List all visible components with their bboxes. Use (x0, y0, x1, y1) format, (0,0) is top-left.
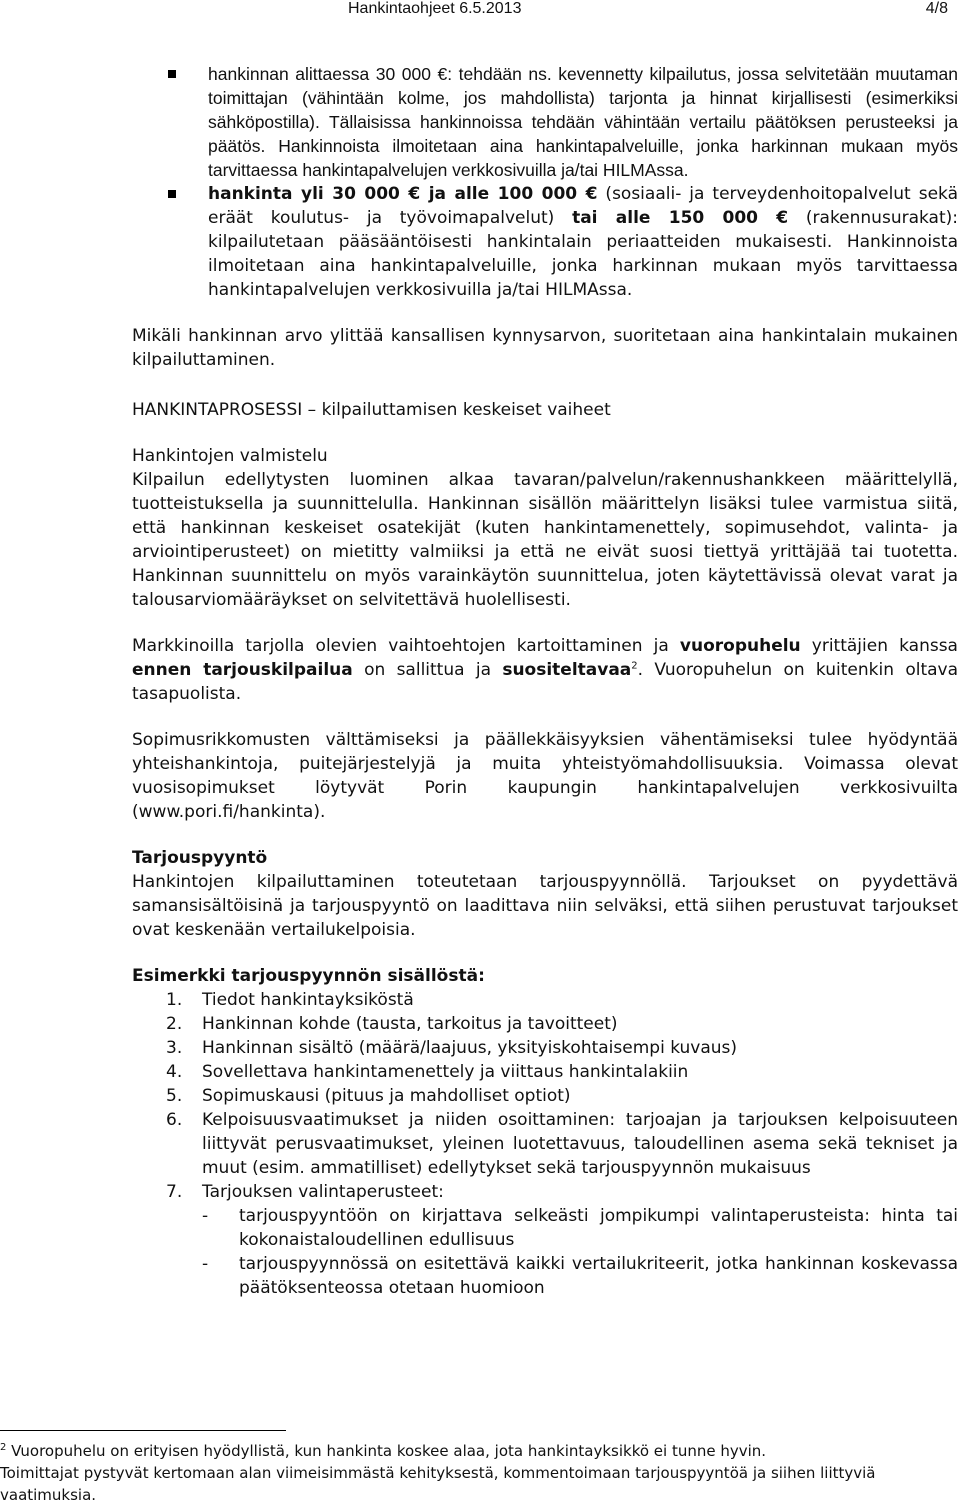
bullet-text: (rakennusurakat): kilpailutetaan pääsääntöisesti hankintalain periaatteiden mukaisesti. Hankinnoista ilmoitetaan aina hankintapalveluille, jonka harkinnan mukaan myös tarvittaessa hankintapalvelujen verkkosivuilla ja/tai HILMAssa. (208, 208, 958, 300)
criteria-sublist (202, 1204, 958, 1300)
sublist-item (202, 1252, 958, 1300)
text-run: on sallittua ja (352, 660, 503, 680)
bullet-bold-text: hankinta yli 30 000 € ja alle 100 000 € (208, 184, 598, 204)
text-run: yrittäjien kanssa (800, 636, 958, 656)
list-text: Tiedot hankintayksiköstä (202, 990, 414, 1010)
footnote-line (0, 1440, 958, 1462)
paragraph-contracts: Sopimusrikkomusten välttämiseksi ja päällekkäisyyksien vähentämiseksi tulee hyödyntää yhteishankintoja, puitejärjestelyjä ja muita yhteistyömahdollisuuksia. Voimassa olevat vuosisopimukset löytyvät Porin kaupungin hankintapalvelujen verkkosivuilta (www.pori.fi/hankinta). (132, 730, 958, 822)
list-text: Hankinnan sisältö (määrä/laajuus, yksityiskohtaisempi kuvaus) (202, 1038, 738, 1058)
bullet-bold-text: tai alle 150 000 € (572, 208, 789, 228)
sublist-text: tarjouspyyntöön on kirjattava selkeästi jompikumpi valintaperusteista: hinta tai kokonaistaloudellinen edullisuus (239, 1206, 958, 1250)
page-header (348, 0, 948, 26)
footnote-text: Vuoropuhelu on erityisen hyödyllistä, kun hankinta koskee alaa, jota hankintayksikkö ei tunne hyvin. (6, 1442, 767, 1460)
list-number: 3. (166, 1038, 183, 1058)
list-text: Sopimuskausi (pituus ja mahdolliset optiot) (202, 1086, 571, 1106)
paragraph-prep: Kilpailun edellytysten luominen alkaa tavaran/palvelun/rakennushankkeen määrittelyllä, tuotteistuksella ja suunnittelulla. Hankinnan sisällön määrittelyn lisäksi tulee varmistua siitä, että hankinnan keskeiset osatekijät (kuten hankintamenettely, sopimusehdot, valinta- ja arviointiperusteet) on mietitty valmiiksi ja että ne eivät suosi tiettyä yrittäjää tai tuotetta. Hankinnan suunnittelu on myös varainkäytön suunnittelua, joten käytettävissä olevat varat ja talousarviomääräykset on selvitettävä huolellisesti. (132, 470, 958, 610)
header-title: Hankintaohjeet 6.5.2013 (348, 0, 522, 17)
list-number: 2. (166, 1014, 183, 1034)
dash-marker: - (202, 1254, 209, 1274)
footnote-ref: 2 (631, 660, 638, 672)
list-number: 1. (166, 990, 183, 1010)
text-run: Markkinoilla tarjolla olevien vaihtoehtojen kartoittaminen ja (132, 636, 680, 656)
footnote-number: 2 (0, 1442, 7, 1453)
list-number: 7. (166, 1182, 183, 1202)
paragraph-market (132, 634, 958, 706)
footnote-divider (0, 1430, 286, 1431)
bold-run: ennen tarjouskilpailua (132, 660, 353, 680)
list-item (132, 1060, 958, 1084)
bold-run: suositeltavaa (502, 660, 632, 680)
list-item (132, 1108, 958, 1180)
list-text: Sovellettava hankintamenettely ja viittaus hankintalakiin (202, 1062, 689, 1082)
list-item (132, 1084, 958, 1108)
section-title (132, 398, 958, 422)
bullet-text: hankinnan alittaessa 30 000 €: tehdään ns. kevennetty kilpailutus, jossa selvitetään muutaman toimittajan (vähintään kolme, jos mahdollista) tarjonta ja hinnat kirjallisesti (esimerkiksi sähköpostilla). Tällaisissa hankinnoissa tehdään vähintään vertailu päätöksen perusteeksi ja päätös. Hankinnoista ilmoitetaan aina hankintapalveluille, jonka harkinnan mukaan myös tarvittaessa hankintapalvelujen verkkosivuilla ja/tai HILMAssa. (208, 64, 958, 180)
list-item (132, 62, 958, 182)
list-number: 4. (166, 1062, 183, 1082)
page-number: 4/8 (925, 0, 948, 17)
subheading-text: Hankintojen valmistelu (132, 446, 328, 466)
example-list (132, 988, 958, 1300)
dash-marker: - (202, 1206, 209, 1226)
subheading-text: Esimerkki tarjouspyynnön sisällöstä: (132, 966, 485, 986)
list-item (132, 988, 958, 1012)
list-item (132, 1036, 958, 1060)
bold-run: vuoropuhelu (679, 636, 801, 656)
bullet-text: (sosiaali- ja terveydenhoitopalvelut sekä eräät koulutus- ja työvoimapalvelut) (208, 184, 958, 228)
footnote (0, 1440, 958, 1506)
list-text: Tarjouksen valintaperusteet: (202, 1182, 444, 1202)
square-bullet-icon (168, 190, 176, 198)
list-number: 5. (166, 1086, 183, 1106)
square-bullet-icon (168, 70, 176, 78)
subheading-prep (132, 444, 958, 468)
list-number: 6. (166, 1110, 183, 1130)
subheading-rfq (132, 846, 958, 870)
list-item (132, 1180, 958, 1300)
document-body (132, 62, 958, 1300)
sublist-text: tarjouspyynnössä on esitettävä kaikki vertailukriteerit, jotka hankinnan koskevassa päätöksenteossa otetaan huomioon (239, 1254, 958, 1298)
threshold-list (132, 62, 958, 302)
text-run: . Vuoropuhelun on kuitenkin oltava tasapuolista. (132, 660, 959, 704)
section-title-text: HANKINTAPROSESSI – kilpailuttamisen keskeiset vaiheet (132, 400, 611, 420)
paragraph-threshold: Mikäli hankinnan arvo ylittää kansallisen kynnysarvon, suoritetaan aina hankintalain mukainen kilpailuttaminen. (132, 326, 958, 370)
list-item (132, 1012, 958, 1036)
list-item (132, 182, 958, 302)
list-text: Hankinnan kohde (tausta, tarkoitus ja tavoitteet) (202, 1014, 618, 1034)
list-text: Kelpoisuusvaatimukset ja niiden osoittaminen: tarjoajan ja tarjouksen kelpoisuuteen liittyvät perusvaatimukset, yleinen luotettavuus, taloudellinen asema sekä tekniset ja muut (esim. ammatilliset) edellytykset sekä tarjouspyynnön mukaisuus (202, 1110, 958, 1178)
paragraph-rfq: Hankintojen kilpailuttaminen toteutetaan tarjouspyynnöllä. Tarjoukset on pyydettävä samansisältöisinä ja tarjouspyyntö on laadittava niin selväksi, että siihen perustuvat tarjoukset ovat keskenään vertailukelpoisia. (132, 872, 958, 940)
sublist-item (202, 1204, 958, 1252)
footnote-line: Toimittajat pystyvät kertomaan alan viimeisimmästä kehityksestä, kommentoimaan tarjouspyyntöä ja siihen liittyviä vaatimuksia. (0, 1464, 876, 1504)
subheading-example (132, 964, 958, 988)
subheading-text: Tarjouspyyntö (132, 848, 268, 868)
